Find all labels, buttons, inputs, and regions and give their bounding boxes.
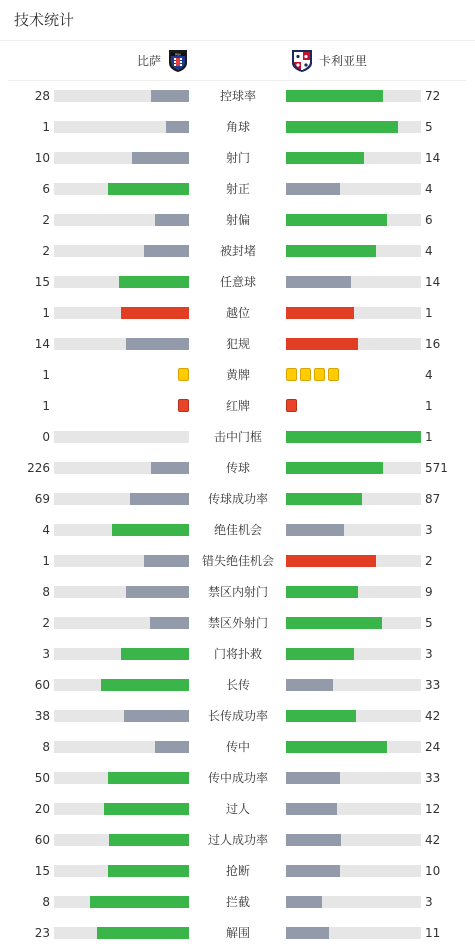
stat-label: 抢断 [225,864,250,878]
home-value: 28 [34,89,50,103]
away-value: 16 [425,337,441,351]
away-bar-fill [286,896,322,908]
stat-label: 射偏 [225,213,250,227]
home-bar-track [54,772,189,784]
home-bar-fill [150,617,189,629]
home-bar-track [54,152,189,164]
red-card-icon [286,399,297,412]
home-bar-fill [112,524,189,536]
home-bar-track [54,214,189,226]
stat-row[interactable] [0,639,475,670]
home-value: 38 [34,709,50,723]
home-value: 1 [42,399,50,413]
home-bar-fill [108,865,189,877]
away-bar-track [286,524,421,536]
home-bar-track [54,896,189,908]
away-value: 4 [425,182,433,196]
away-bar-fill [286,679,333,691]
stat-row[interactable] [0,515,475,546]
away-bar-track [286,307,421,319]
home-bar-fill [144,245,189,257]
stat-row[interactable] [0,112,475,143]
away-bar-track [286,121,421,133]
away-value: 4 [425,368,433,382]
stat-row[interactable] [0,205,475,236]
home-value: 20 [34,802,50,816]
stat-label: 传中 [225,740,250,754]
yellow-card-icon [286,368,297,381]
home-bar-fill [124,710,189,722]
stat-label: 角球 [225,120,250,134]
stat-label: 传球成功率 [207,492,268,506]
stat-label: 任意球 [219,275,256,289]
away-bar-track [286,772,421,784]
stat-label: 禁区外射门 [207,616,268,630]
away-bar-fill [286,710,356,722]
home-bar-track [54,679,189,691]
team-header [8,41,466,81]
stat-row[interactable] [0,825,475,856]
away-bar-track [286,431,421,443]
home-bar-track [54,555,189,567]
away-bar-fill [286,307,354,319]
stat-label: 绝佳机会 [213,523,262,537]
stat-row[interactable] [0,701,475,732]
stat-row[interactable] [0,174,475,205]
home-bar-fill [155,214,189,226]
stat-label: 犯规 [225,337,250,351]
away-bar-fill [286,865,340,877]
home-value: 60 [34,678,50,692]
home-value: 4 [42,523,50,537]
yellow-card-icon [300,368,311,381]
away-value: 2 [425,554,433,568]
stat-row[interactable] [0,360,475,391]
home-bar-track [54,307,189,319]
away-value: 14 [425,151,441,165]
away-value: 571 [425,461,448,475]
home-value: 0 [42,430,50,444]
home-bar-track [54,524,189,536]
home-bar-fill [151,462,189,474]
stat-row[interactable] [0,887,475,918]
away-bar-fill [286,152,364,164]
away-bar-fill [286,648,354,660]
stat-label: 红牌 [225,399,250,413]
home-value: 1 [42,120,50,134]
home-bar-fill [132,152,189,164]
away-value: 4 [425,244,433,258]
away-value: 5 [425,120,433,134]
away-bar-track [286,896,421,908]
home-bar-track [54,648,189,660]
home-bar-track [54,245,189,257]
stat-row[interactable] [0,794,475,825]
home-bar-track [54,586,189,598]
home-value: 2 [42,244,50,258]
away-bar-track [286,338,421,350]
stat-label: 黄牌 [225,368,250,382]
away-bar-track [286,493,421,505]
away-bar-fill [286,183,340,195]
home-value: 14 [34,337,50,351]
home-value: 50 [34,771,50,785]
away-value: 12 [425,802,441,816]
stat-label: 错失绝佳机会 [201,554,274,568]
home-bar-fill [109,834,189,846]
home-bar-fill [119,276,189,288]
away-bar-fill [286,555,376,567]
home-bar-fill [126,586,189,598]
away-value: 3 [425,523,433,537]
home-bar-fill [126,338,189,350]
away-value: 33 [425,771,441,785]
stat-row[interactable] [0,732,475,763]
away-bar-fill [286,90,383,102]
away-bar-fill [286,462,383,474]
away-bar-fill [286,927,329,939]
stat-label: 射正 [225,182,250,196]
away-bar-fill [286,524,344,536]
home-bar-fill [121,648,189,660]
away-value: 11 [425,926,441,940]
home-bar-track [54,183,189,195]
stat-row[interactable] [0,391,475,422]
away-value: 6 [425,213,433,227]
away-bar-track [286,741,421,753]
away-bar-track [286,865,421,877]
home-cards [178,399,189,413]
stat-row[interactable] [0,670,475,701]
stat-row[interactable] [0,81,475,112]
away-bar-fill [286,276,351,288]
home-bar-fill [101,679,189,691]
home-value: 15 [34,275,50,289]
home-bar-track [54,710,189,722]
red-card-icon [178,399,189,412]
away-value: 1 [425,306,433,320]
away-bar-track [286,586,421,598]
stat-label: 禁区内射门 [207,585,268,599]
home-value: 3 [42,647,50,661]
away-bar-fill [286,338,358,350]
away-bar-track [286,245,421,257]
away-bar-fill [286,431,421,443]
away-value: 10 [425,864,441,878]
away-bar-track [286,834,421,846]
home-bar-fill [97,927,189,939]
home-value: 8 [42,895,50,909]
home-value: 226 [27,461,50,475]
away-cards [286,399,297,413]
yellow-card-icon [178,368,189,381]
away-value: 1 [425,399,433,413]
home-value: 2 [42,213,50,227]
home-bar-fill [155,741,189,753]
away-bar-track [286,152,421,164]
away-bar-fill [286,803,337,815]
cagliari-crest-icon [291,49,313,73]
stat-label: 过人 [225,802,250,816]
away-bar-track [286,555,421,567]
pisa-crest-icon [167,49,189,73]
stat-label: 控球率 [219,89,256,103]
home-cards [178,368,189,382]
stat-label: 门将扑救 [213,647,262,661]
away-bar-track [286,679,421,691]
home-bar-track [54,90,189,102]
home-value: 10 [34,151,50,165]
away-team-name: 卡利亚里 [319,54,368,68]
stat-label: 拦截 [225,895,250,909]
stat-row[interactable] [0,329,475,360]
home-bar-track [54,803,189,815]
home-bar-fill [166,121,189,133]
home-value: 15 [34,864,50,878]
home-bar-track [54,276,189,288]
home-bar-track [54,927,189,939]
away-value: 72 [425,89,441,103]
stat-row[interactable] [0,918,475,949]
svg-text:PISA: PISA [175,53,181,57]
home-value: 8 [42,740,50,754]
away-bar-fill [286,245,376,257]
stat-row[interactable] [0,236,475,267]
away-bar-track [286,617,421,629]
yellow-card-icon [314,368,325,381]
home-bar-fill [130,493,189,505]
away-bar-track [286,214,421,226]
home-value: 23 [34,926,50,940]
stat-label: 射门 [225,151,250,165]
away-value: 3 [425,895,433,909]
home-bar-fill [104,803,189,815]
away-team[interactable] [291,49,367,73]
home-value: 69 [34,492,50,506]
stat-label: 传中成功率 [207,771,268,785]
stat-row[interactable] [0,608,475,639]
stat-row[interactable] [0,267,475,298]
away-value: 9 [425,585,433,599]
away-value: 42 [425,709,441,723]
stat-label: 传球 [225,461,250,475]
page-title: 技术统计 [14,11,75,29]
away-bar-fill [286,617,382,629]
stat-label: 越位 [225,306,250,320]
home-value: 1 [42,306,50,320]
away-bar-fill [286,772,340,784]
home-bar-track [54,493,189,505]
home-bar-track [54,834,189,846]
away-value: 1 [425,430,433,444]
home-value: 1 [42,554,50,568]
away-bar-track [286,90,421,102]
home-value: 6 [42,182,50,196]
stat-label: 长传 [225,678,250,692]
home-bar-track [54,617,189,629]
stat-row[interactable] [0,763,475,794]
away-bar-track [286,648,421,660]
home-value: 60 [34,833,50,847]
home-value: 8 [42,585,50,599]
away-bar-fill [286,741,387,753]
home-bar-track [54,431,189,443]
away-bar-fill [286,493,362,505]
away-bar-fill [286,586,358,598]
home-bar-fill [121,307,189,319]
away-value: 87 [425,492,441,506]
home-bar-fill [151,90,189,102]
stat-row[interactable] [0,577,475,608]
stat-label: 被封堵 [219,244,256,258]
home-bar-fill [90,896,189,908]
stat-row[interactable] [0,856,475,887]
away-bar-track [286,276,421,288]
away-value: 3 [425,647,433,661]
away-bar-track [286,803,421,815]
away-bar-fill [286,121,398,133]
away-value: 24 [425,740,441,754]
stat-row[interactable] [0,298,475,329]
away-value: 5 [425,616,433,630]
home-bar-track [54,121,189,133]
away-value: 33 [425,678,441,692]
home-value: 2 [42,616,50,630]
home-team-name: 比萨 [137,54,162,68]
away-value: 42 [425,833,441,847]
away-bar-track [286,927,421,939]
home-bar-fill [108,772,189,784]
stat-row[interactable] [0,484,475,515]
stat-label: 击中门框 [213,430,262,444]
home-value: 1 [42,368,50,382]
away-bar-fill [286,214,387,226]
home-bar-track [54,865,189,877]
away-cards [286,368,339,382]
yellow-card-icon [328,368,339,381]
away-bar-track [286,183,421,195]
away-bar-track [286,710,421,722]
away-bar-track [286,462,421,474]
away-bar-fill [286,834,341,846]
stat-row[interactable] [0,143,475,174]
home-bar-fill [144,555,189,567]
stat-label: 解围 [225,926,250,940]
away-value: 14 [425,275,441,289]
stat-row[interactable] [0,546,475,577]
home-bar-track [54,741,189,753]
home-bar-track [54,462,189,474]
home-bar-track [54,338,189,350]
home-team[interactable] [137,49,189,73]
home-bar-fill [108,183,189,195]
stat-label: 过人成功率 [207,833,268,847]
stat-row[interactable] [0,422,475,453]
stat-label: 长传成功率 [207,709,268,723]
stat-row[interactable] [0,453,475,484]
